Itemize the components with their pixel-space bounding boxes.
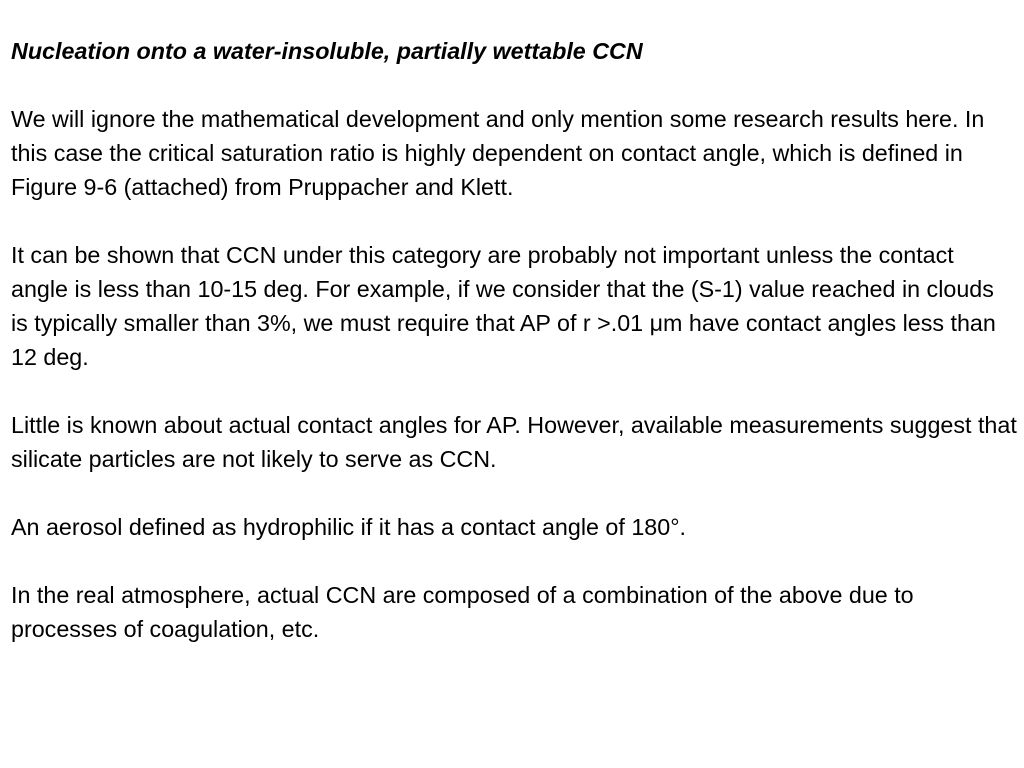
paragraph-contact-angle: It can be shown that CCN under this category are probably not important unless the contact angle is less than 10-15 deg. For example, if we consider that the (S-1) value reached in clouds is typically smaller than 3%, we must require that AP of r >.01 μm have contact angles less than 12 deg. xyxy=(11,242,996,370)
slide-body xyxy=(11,34,1017,646)
paragraph-real-atmosphere: In the real atmosphere, actual CCN are composed of a combination of the above due to processes of coagulation, etc. xyxy=(11,582,914,642)
paragraph-measurements: Little is known about actual contact angles for AP. However, available measurements suggest that silicate particles are not likely to serve as CCN. xyxy=(11,412,1017,472)
paragraph-hydrophilic: An aerosol defined as hydrophilic if it has a contact angle of 180°. xyxy=(11,514,686,540)
slide-title: Nucleation onto a water-insoluble, partially wettable CCN xyxy=(11,38,643,64)
paragraph-intro: We will ignore the mathematical development and only mention some research results here. In this case the critical saturation ratio is highly dependent on contact angle, which is defined in Figure 9-6 (attached) from Pruppacher and Klett. xyxy=(11,106,985,200)
